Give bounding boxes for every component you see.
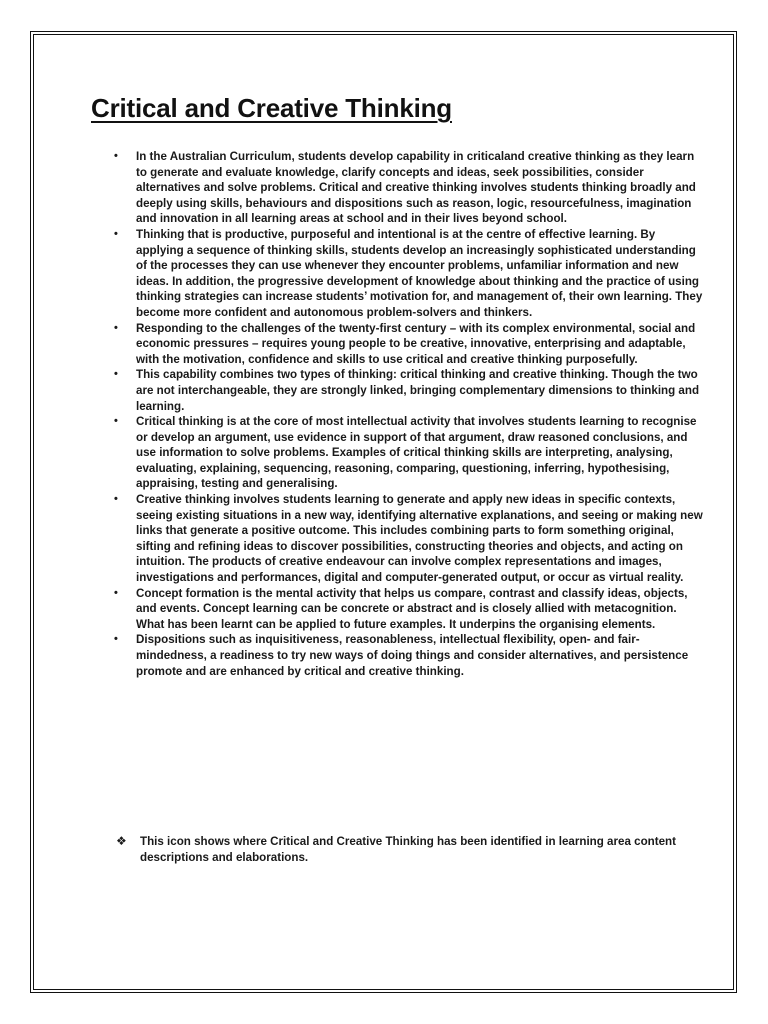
bullet-icon: • [114, 321, 118, 334]
bullet-icon: • [114, 493, 118, 506]
list-item [113, 227, 705, 321]
bullet-icon: • [114, 415, 118, 428]
bullet-icon: • [114, 633, 118, 646]
list-item [113, 632, 705, 679]
list-item [113, 414, 705, 492]
list-item [113, 492, 705, 586]
bullet-icon: • [114, 150, 118, 162]
diamond-star-bullet-icon: ❖ [116, 834, 127, 848]
bullet-text: Creative thinking involves students learning to generate and apply new ideas in specific contexts, seeing existing situations in a new way, identifying alternative explanations, and seeing or making new links that generate a positive outcome. This includes combining parts to form something original, sifting and refining ideas to discover possibilities, constructing theories and objects, and acting on intuition. The products of creative endeavour can involve complex representations and images, investigations and performances, digital and computer-generated output, or occur as virtual reality. [136, 493, 703, 585]
bullet-list [113, 149, 705, 679]
bullet-text: This capability combines two types of thinking: critical thinking and creative thinking. Though the two are not interchangeable, they are strongly linked, bringing complementary dimensions to thinking and learning. [136, 368, 700, 413]
bullet-text: Dispositions such as inquisitiveness, reasonableness, intellectual flexibility, open- and fair-mindedness, a readiness to try new ways of doing things and consider alternatives, and persistence promote and are enhanced by critical and creative thinking. [136, 633, 689, 678]
list-item [113, 586, 705, 633]
bullet-text: In the Australian Curriculum, students develop capability in criticaland creative thinking as they learn to generate and evaluate knowledge, clarify concepts and ideas, seek possibilities, consider alternatives and solve problems. Critical and creative thinking involves students thinking broadly and deeply using skills, behaviours and dispositions such as reason, logic, resourcefulness, imagination and innovation in all learning areas at school and in their lives beyond school. [136, 150, 696, 226]
bullet-icon: • [114, 368, 118, 381]
note-text: This icon shows where Critical and Creative Thinking has been identified in learning area content descriptions and elaborations. [140, 835, 677, 864]
icon-legend-note [116, 834, 730, 865]
list-item [113, 149, 705, 227]
bullet-text: Concept formation is the mental activity that helps us compare, contrast and classify ideas, objects, and events. Concept learning can be concrete or abstract and is closely allied with metacognition. What has been learnt can be applied to future examples. It underpins the organising elements. [136, 586, 688, 631]
list-item [113, 321, 705, 368]
bullet-text: Responding to the challenges of the twenty-first century – with its complex environmental, social and economic pressures – requires young people to be creative, innovative, enterprising and adaptable, with the motivation, confidence and skills to use critical and creative thinking purposefully. [136, 321, 696, 366]
list-item [113, 367, 705, 414]
bullet-icon: • [114, 227, 118, 240]
page-title: Critical and Creative Thinking [91, 93, 452, 123]
bullet-icon: • [114, 586, 118, 599]
bullet-text: Critical thinking is at the core of most intellectual activity that involves students learning to recognise or develop an argument, use evidence in support of that argument, draw reasoned conclusions, and use information to solve problems. Examples of critical thinking skills are interpreting, analysing, evaluating, explaining, sequencing, reasoning, comparing, questioning, inferring, hypothesising, appraising, testing and generalising. [136, 415, 697, 491]
bullet-text: Thinking that is productive, purposeful and intentional is at the centre of effective learning. By applying a sequence of thinking skills, students develop an increasingly sophisticated understanding of the processes they can use whenever they encounter problems, unfamiliar information and new ideas. In addition, the progressive development of knowledge about thinking and the practice of using thinking strategies can increase students’ motivation for, and management of, their own learning. They become more confident and autonomous problem-solvers and thinkers. [136, 227, 703, 319]
